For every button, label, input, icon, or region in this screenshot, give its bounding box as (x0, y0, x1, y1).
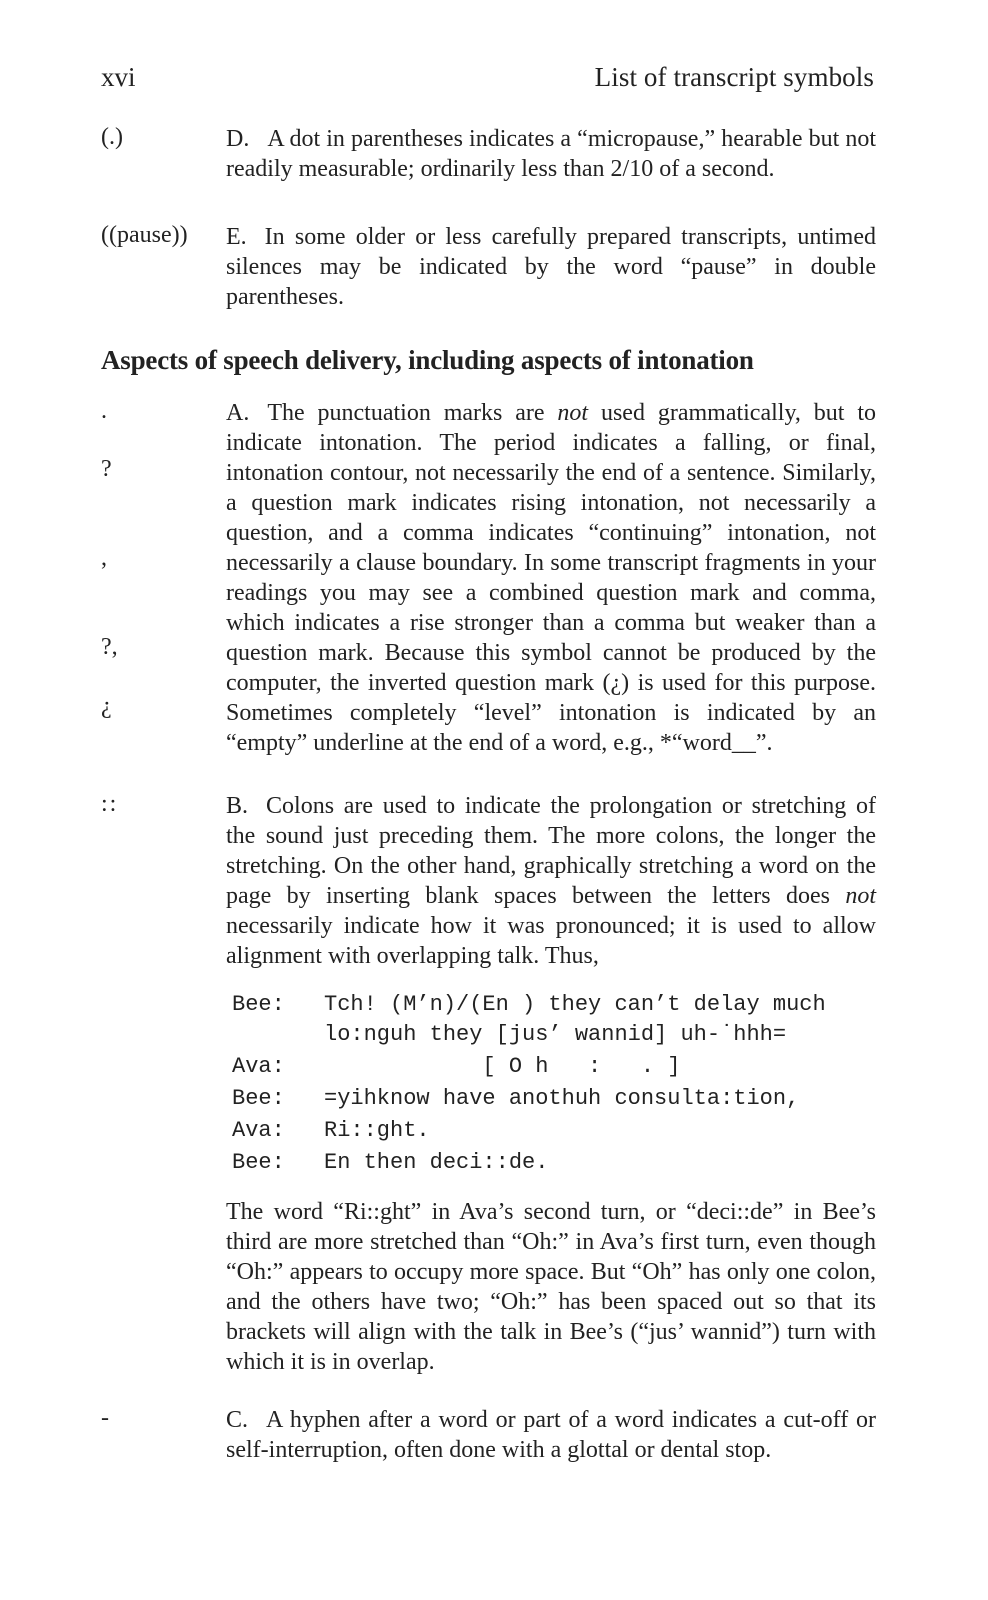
symbol-question-comma: ?, (101, 634, 118, 660)
entry-label: B. (226, 793, 249, 819)
entry-e-paragraph (226, 222, 876, 312)
transcript-line (232, 1118, 430, 1143)
entry-text-part1: The punctuation marks are (267, 400, 558, 426)
symbol-colons: :: (101, 791, 119, 817)
transcript-line (232, 1150, 548, 1175)
symbol-hyphen: - (101, 1405, 109, 1431)
symbol-micropause: (.) (101, 124, 123, 150)
entry-c-paragraph (226, 1405, 876, 1465)
entry-d-paragraph (226, 124, 876, 184)
speaker-label: Ava: (232, 1054, 285, 1079)
entry-b-paragraph (226, 791, 876, 971)
symbol-question-mark: ? (101, 456, 112, 482)
page-number: xvi (101, 62, 136, 92)
speaker-label: Bee: (232, 992, 285, 1017)
running-title: List of transcript symbols (594, 62, 874, 92)
entry-text-part2: used grammatically, but to indicate intonation. The period indicates a falling, or final, intonation contour, not necessarily the end of a sentence. Similarly, a question mark indicates rising intonation, not necessarily a question, and a comma indicates “continuing” intonation, not necessarily a clause boundary. In some transcript fragments in your readings you may see a combined question mark and comma, which indicates a rise stronger than a comma but weaker than a question mark. Because this symbol cannot be produced by the computer, the inverted question mark (¿) is used for this purpose. Sometimes completely “level” intonation is indicated by an “empty” underline at the end of a word, e.g., *“word__”. (226, 400, 876, 756)
symbol-pause: ((pause)) (101, 222, 188, 248)
entry-label: C. (226, 1407, 249, 1433)
entry-label: A. (226, 400, 250, 426)
entry-text-part1: Colons are used to indicate the prolongation or stretching of the sound just preceding them. The more colons, the longer the stretching. On the other hand, graphically stretching a word on the page by inserting blank spaces between the letters does (226, 793, 876, 909)
emphasis-not: not (557, 400, 589, 426)
symbol-inverted-question: ¿ (101, 693, 112, 719)
entry-text: In some older or less carefully prepared transcripts, untimed silences may be indicated by the word “pause” in double parentheses. (226, 224, 876, 310)
utterance: Ri::ght. (324, 1118, 430, 1143)
transcript-line (232, 1086, 799, 1111)
utterance: lo:nguh they [jus’ wannid] uh-˙hhh= (324, 1022, 787, 1047)
utterance: Tch! (M’n)/(En ) they can’t delay much (324, 992, 826, 1017)
emphasis-not: not (845, 883, 876, 909)
symbol-comma: , (101, 545, 107, 571)
entry-text: A dot in parentheses indicates a “micropause,” hearable but not readily measurable; ordinarily less than 2/10 of a second. (226, 126, 876, 182)
transcript-line (232, 992, 826, 1017)
transcript-line (232, 1022, 786, 1047)
entry-a-paragraph (226, 398, 876, 758)
symbol-period: . (101, 398, 107, 424)
utterance: En then deci::de. (324, 1150, 549, 1175)
speaker-label: Bee: (232, 1086, 285, 1111)
entry-text: A hyphen after a word or part of a word indicates a cut-off or self-interruption, often done with a glottal or dental stop. (226, 1407, 876, 1463)
entry-text-part2: necessarily indicate how it was pronounced; it is used to allow alignment with overlapping talk. Thus, (226, 913, 876, 969)
entry-label: D. (226, 126, 250, 152)
section-heading: Aspects of speech delivery, including aspects of intonation (101, 345, 754, 375)
utterance: =yihknow have anothuh consulta:tion, (324, 1086, 800, 1111)
speaker-label: Bee: (232, 1150, 285, 1175)
transcript-line (232, 1054, 680, 1079)
speaker-label: Ava: (232, 1118, 285, 1143)
entry-label: E. (226, 224, 247, 250)
explanation-paragraph: The word “Ri::ght” in Ava’s second turn, or “deci::de” in Bee’s third are more stretched than “Oh:” in Ava’s first turn, even though “Oh:” appears to occupy more space. But “Oh” has only one colon, and the others have two; “Oh:” has been spaced out so that its brackets will align with the talk in Bee’s (“jus’ wannid”) turn with which it is in overlap. (226, 1199, 876, 1375)
utterance: [ O h : . ] (324, 1054, 681, 1079)
